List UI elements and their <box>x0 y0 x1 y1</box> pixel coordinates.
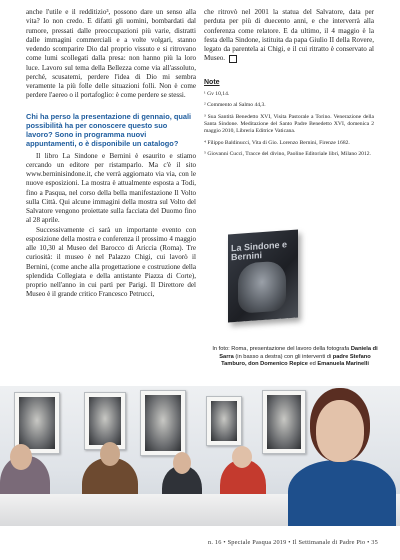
person-head <box>10 444 32 470</box>
caption-name: Daniela di Sarra <box>219 346 378 360</box>
caption-text: ed <box>309 361 316 368</box>
book-image <box>204 228 374 328</box>
note-item: ¹ Gv 10,14. <box>204 90 230 97</box>
person-head <box>316 400 364 462</box>
person-head <box>232 446 252 468</box>
notes-list <box>204 91 374 159</box>
interview-question: Chi ha perso la presentazione di gennaio, quali possibilità ha per conoscere questo suo lavoro? Sono in programma nuovi appuntamenti, o è disponibile un catalogo? <box>26 111 192 149</box>
book-cover-title: La Sindone e Bernini <box>231 239 288 263</box>
caption-name: Emanuela Marinelli <box>317 361 369 368</box>
note-item: ³ Sua Santità Benedetto XVI, Visita Pastorale a Torino. Venerazione della Santa Sindone. Meditazione del Santo Padre Benedetto XVI, domenica 2 maggio 2010, Libreria Editrice Vaticana. <box>204 113 374 135</box>
exhibit-panel <box>84 392 126 450</box>
face-image <box>238 260 286 313</box>
page-footer <box>0 531 400 560</box>
exhibit-panel <box>206 396 242 446</box>
exhibit-panel <box>140 390 186 456</box>
person <box>288 460 396 526</box>
person-head <box>173 452 191 474</box>
footer-text: n. 16 • Speciale Pasqua 2019 • Il Settimanale di Padre Pio • 35 <box>208 539 378 546</box>
right-column <box>204 8 374 163</box>
paragraph: Successivamente ci sarà un importante evento con esposizione della mostra e conferenza il prossimo 4 maggio alle 10,30 al Museo del Barocco di Ariccia (Roma). Tre curiosità: il museo è nel Palazzo Chigi, cui lavorò il Bernini, (come anche alla progettazione e costruzione della splendida Collegiata e della antistante Piazza di Corte), proprio nell'anno in cui partì per Parigi. Il Direttore del Museo è il grande critico Francesco Petrucci, <box>26 225 196 299</box>
book-cover <box>228 230 298 323</box>
note-item: ⁴ Filippo Baldinucci, Vita di Gio. Lorenzo Bernini, Firenze 1682. <box>204 139 350 146</box>
notes-title: Note <box>204 78 220 86</box>
end-of-article-icon <box>229 55 237 63</box>
caption-text: (in basso a destra) con gli interventi di <box>235 353 332 360</box>
photo-caption <box>210 346 380 369</box>
note-item: ² Commento al Salmo 44,3. <box>204 102 266 109</box>
person-head <box>100 442 120 466</box>
exhibit-panel <box>262 390 306 454</box>
paragraph: che ritrovò nel 2001 la statua del Salvatore, data per perduta per più di duecento anni, e che interverrà alla conferenza come relatore. E da ultimo, il 4 maggio è la festa della Sindone, istituita da papa Giulio II della Rovere, legato da parentela ai Chigi, e il cui ritratto è conservato al Museo. <box>204 8 374 63</box>
paragraph: Il libro La Sindone e Bernini è esaurito e stiamo cercando un editore per ristamparlo. Ma c'è il sito www.berninisindone.it, che verrà aggiornato via via, con le nuove esposizioni. La mostra è attualmente esposta a Todi, fino a Pasqua, nel corso della bella manifestazione Il Volto sulla Città. Qui alcune immagini della mostra sul Volto del Salvatore vengono proiettate sulla facciata del Duomo fino al 28 aprile. <box>26 151 196 225</box>
event-photo <box>0 386 400 526</box>
paragraph: anche l'utile e il redditizio³, possono dare un senso alla vita? Io non credo. E difatti gli uomini, bombardati dal rumore, pressati dalle preoccupazioni più varie, distratti dalle immagini commerciali e a volte volgari, stanno vedendo scomparire Dio dal proprio vissuto e si ritrovano come lumi scollegati dalla presa: non hanno più la loro luce. Lavoro sul tema della Bellezza come via all'assoluto, perché, scusatemi, perdere l'idea di Dio mi sembra veramente la più folle delle situazioni folli. Non è come perdere l'aereo o il portafoglio: è come perdere se stessi. <box>26 8 196 100</box>
note-item: ⁵ Giovanni Cucci, Tracce del divino, Paoline Editoriale libri, Milano 2012. <box>204 151 371 158</box>
caption-text: In foto: Roma, presentazione del lavoro della fotografa <box>212 346 350 352</box>
caption-name: padre Stefano Tamburo, don Domenico Repice <box>221 353 371 368</box>
left-column <box>26 8 196 300</box>
